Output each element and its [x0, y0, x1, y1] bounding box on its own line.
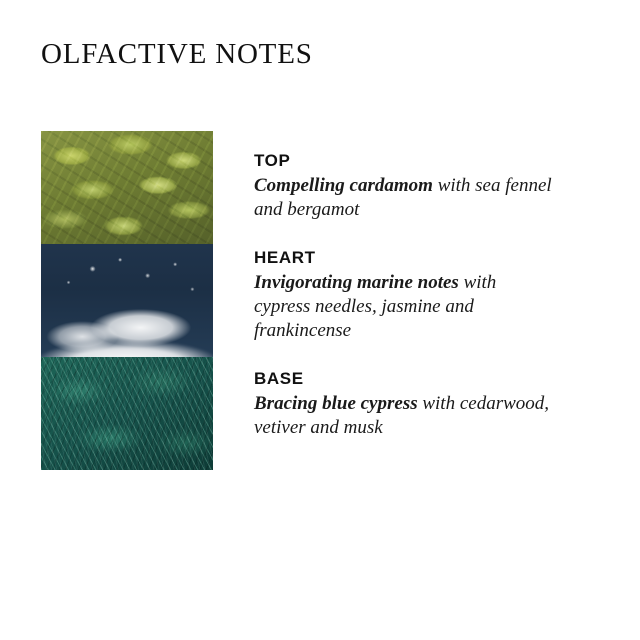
note-lead-heart: Invigorating marine notes [254, 272, 459, 293]
swatch-column [41, 131, 213, 470]
notes-text-column [254, 131, 554, 440]
note-rest-base: with cedarwood, vetiver and musk [254, 393, 550, 438]
note-heart [254, 248, 554, 343]
sea-splash-image [41, 244, 213, 357]
note-label-heart: HEART [254, 248, 316, 267]
note-base [254, 369, 554, 440]
note-rest-top: with sea fennel and bergamot [254, 175, 552, 220]
blue-cypress-foliage-image [41, 357, 213, 470]
note-label-base: BASE [254, 369, 304, 388]
note-lead-base: Bracing blue cypress [254, 393, 418, 414]
page-title: OLFACTIVE NOTES [41, 38, 313, 70]
note-rest-heart: with cypress needles, jasmine and frankincense [254, 272, 497, 341]
notes-block [41, 131, 554, 470]
note-lead-top: Compelling cardamom [254, 175, 433, 196]
note-top [254, 151, 554, 222]
note-description-base [254, 392, 554, 440]
cardamom-pods-image [41, 131, 213, 244]
note-label-top: TOP [254, 151, 291, 170]
note-description-top [254, 174, 554, 222]
note-description-heart [254, 271, 554, 343]
